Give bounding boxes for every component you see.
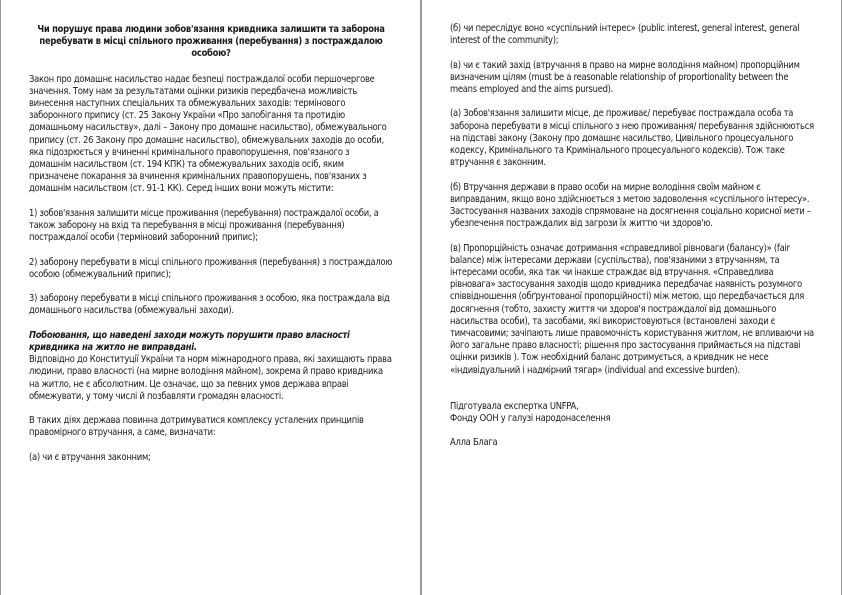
criterion-c: (в) чи є такий захід (втручання в право на мирне володіння майном) пропорційним визначеним цілям (must be a reasonable relationship of proportionality between the means employed and the aims pursued).: [450, 59, 800, 95]
criterion-b: (б) чи переслідує воно «суспільний інтерес» (public interest, general interest, general interest of the community);: [450, 23, 800, 47]
left-page-content: [29, 24, 393, 464]
criterion-a: (а) чи є втручання законним;: [29, 451, 151, 463]
list-item-1: 1) зобов'язання залишити місце проживання (перебування) постраждалої особи, а також заборону на вхід та перебування в місці проживання (перебування) постраждалої особи (терміновий заборонний припис);: [29, 207, 379, 244]
right-page: [421, 0, 842, 595]
explanation-c: (в) Пропорційність означає дотримання «справедливої рівноваги (балансу)» (fair balance) між інтересами держави (суспільства), пов'язаними з втручанням, та інтересами особи, яка так чи інакше страждає від втручання. «Справедлива рівновага» застосування заходів щодо кривдника передбачає наявність розумного співвідношення (обґрунтованої пропорційності) між метою, що передбачається для досягнення (тобто, захисту життя чи здоров'я постраждалої від домашнього насильства особи), та засобами, які використовуються (встановлені заходи є тимчасовими; зачіпають лише правомочність користування житлом, не впливаючи на його загальне право власності; рішення про застосування приймається на підставі оцінки ризиків ). Тож необхідний баланс дотримується, а кривдник не несе «індивідуальний і надмірний тягар» (individual and excessive burden).: [450, 242, 814, 376]
list-item-2: 2) заборону перебувати в місці спільного проживання (перебування) з постраждалою особою (обмежувальний припис);: [29, 256, 393, 280]
prepared-by-line-1: Підготувала експертка UNFPA,: [450, 400, 579, 412]
document-title: Чи порушує права людини зобов'язання кривдника залишити та заборона перебувати в місці спільного проживання (перебування) з постраждалою особою?: [37, 24, 385, 60]
explanation-a: (а) Зобов'язання залишити місце, де проживає/ перебуває постраждала особа та заборона перебувати в місці спільного з нею проживання/ перебування здійснюються на підставі закону (Закону про домашнє насильство, Цивільного процесуального кодексу, Кримінального та Кримінального процесуального кодексів). Тож таке втручання є законним.: [450, 108, 814, 169]
list-item-3: 3) заборону перебувати в місці спільного проживання з особою, яка постраждала від домашнього насильства (обмежувальні заходи).: [29, 293, 390, 317]
explanation-b: (б) Втручання держави в право особи на мирне володіння своїм майном є виправданим, якщо воно здійснюється з метою задоволення «суспільного інтересу». Застосування названих заходів спрямоване на досягнення соціально корисної мети – убезпечення постраждалих від загрози їх життю чи здоров'ю.: [450, 181, 811, 230]
principles-paragraph: В таких діях держава повинна дотримуватися комплексу усталених принципів правомірного втручання, а саме, визначати:: [29, 415, 364, 439]
author-name: Алла Блага: [450, 437, 498, 449]
prepared-by-line-2: Фонду ООН у галузі народонаселення: [450, 413, 611, 425]
intro-paragraph: Закон про домашнє насильство надає безпеці постраждалої особи першочергове значення. Тому нам за результатами оцінки ризиків передбачена можливість винесення наступних спеціальних та обмежувальних заходів: термінового заборонного припису (ст. 25 Закону України «Про запобігання та протидію домашньому насильству», далі – Закону про домашнє насильство), обмежувального припису (ст. 26 Закону про домашнє насильство), обмежувальних заходів до особи, яка підозрюється у вчиненні кримінального правопорушення, пов'язаного з домашнім насильством (ст. 194 КПК) та обмежувальних заходів осіб, яким призначене покарання за вчинення кримінальних правопорушень, пов'язаних з домашнім насильством (ст. 91-1 КК). Серед інших вони можуть містити:: [29, 73, 387, 195]
right-page-content: [450, 23, 816, 450]
concern-paragraph: Відповідно до Конституції України та норм міжнародного права, які захищають права людини, право власності (на мирне володіння майном), зокрема й право кривдника на житло, не є абсолютним. Це означає, що за певних умов держава вправі обмежувати, у тому числі й позбавляти громадян власності.: [29, 354, 392, 402]
concern-heading: Побоювання, що наведені заходи можуть порушити право власності кривдника на житло не виправдані.: [29, 329, 350, 354]
